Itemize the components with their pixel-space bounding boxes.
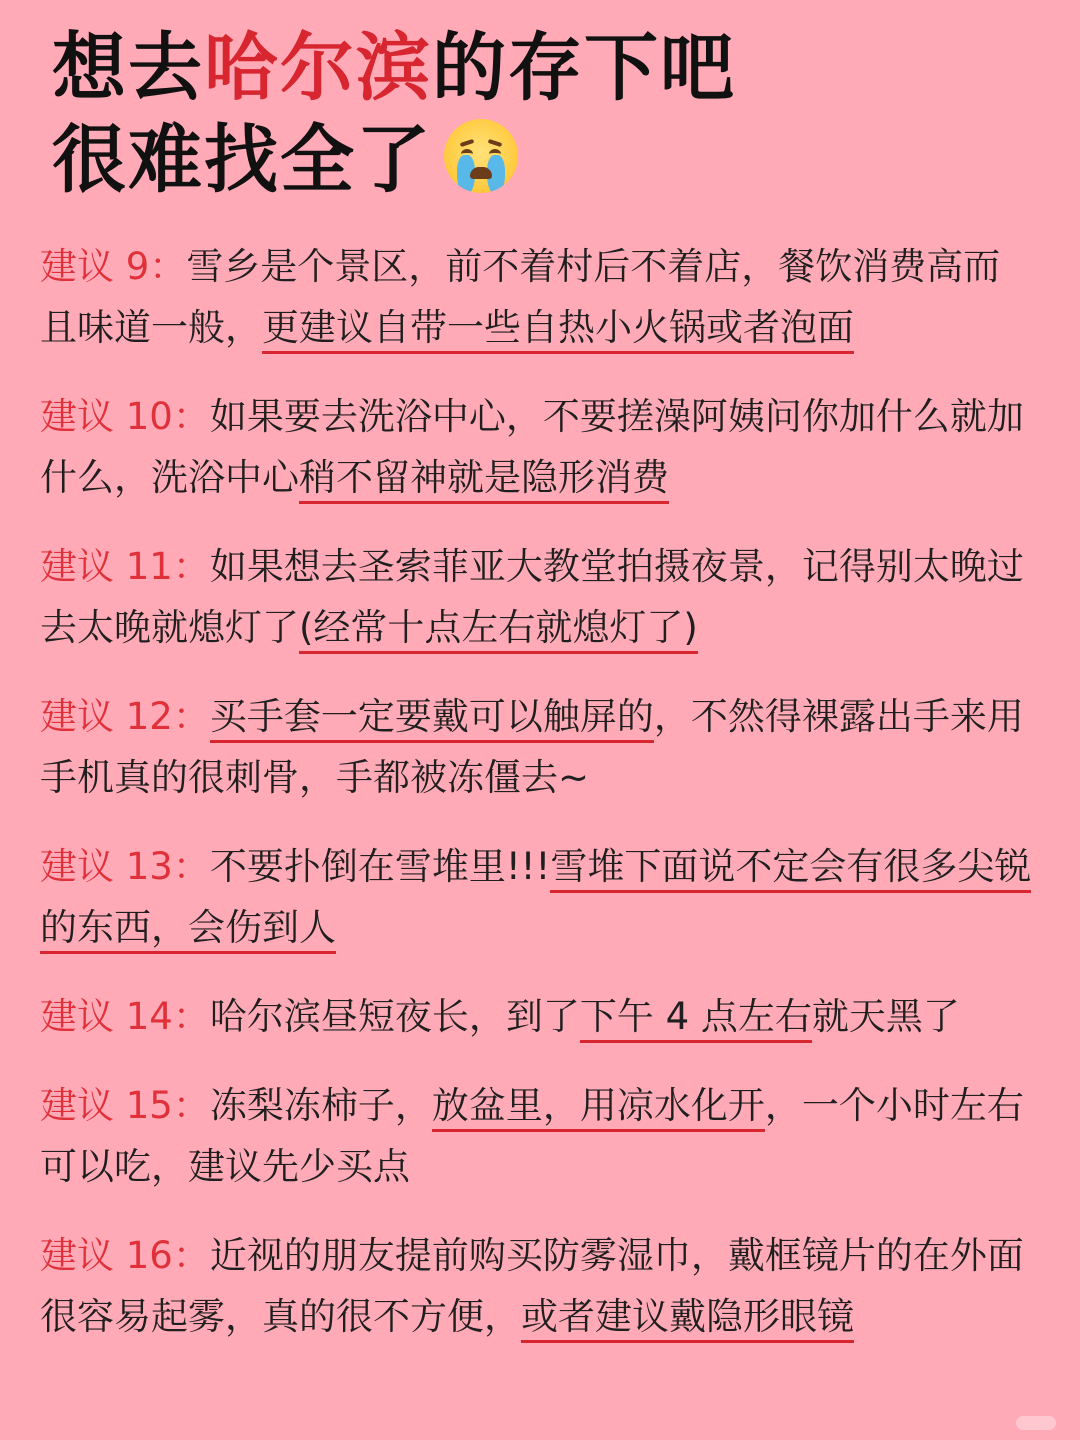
tip-10 [40,386,1035,508]
tip-text: 冻梨冻柿子， [209,1084,432,1127]
tip-underlined-text: 或者建议戴隐形眼镜 [521,1295,854,1343]
tip-label: 建议 15： [40,1084,210,1127]
tip-text: 如果要去洗浴中心，不要搓澡阿姨问你加什么就加什么，洗浴中心 [40,395,1024,499]
tip-underlined-text: 更建议自带一些自热小火锅或者泡面 [262,306,854,354]
title-line1-post: 的存下吧 [432,25,736,111]
tip-14 [40,986,1035,1047]
tips-list [40,236,1035,1375]
tip-15 [40,1075,1035,1197]
tip-label: 建议 16： [40,1234,210,1277]
tip-9 [40,236,1035,358]
tip-16 [40,1225,1035,1347]
title-highlight: 哈尔滨 [204,25,432,111]
tip-underlined-text: 买手套一定要戴可以触屏的 [210,695,654,743]
tip-label: 建议 9： [40,245,187,288]
loudly-crying-face-icon [444,119,518,193]
tip-label: 建议 10： [40,395,210,438]
tip-text-post: ，一个小时左右可以吃，建议先少买点 [40,1084,1024,1188]
tip-label: 建议 11： [40,545,210,588]
title-line1-pre: 想去 [52,25,204,111]
tip-text-post: 就天黑了 [811,995,960,1038]
title-line2: 很难找全了 [52,117,432,203]
tip-label: 建议 14： [40,995,210,1038]
watermark [1016,1416,1056,1430]
tip-underlined-text: 雪堆下面说不定会有很多尖锐的东西，会伤到人 [40,845,1031,954]
page-title [52,22,736,206]
tip-text: 雪乡是个景区，前不着村后不着店，餐饮消费高而且味道一般， [40,245,1001,349]
tip-text: 不要扑倒在雪堆里!!! [209,845,551,888]
tip-underlined-text: (经常十点左右就熄灯了) [299,606,698,654]
tip-12 [40,686,1035,808]
tip-label: 建议 12： [40,695,210,738]
tip-text: 哈尔滨昼短夜长，到了 [209,995,580,1038]
tip-text-post: ，不然得裸露出手来用手机真的很刺骨，手都被冻僵去~ [40,695,1024,799]
tip-label: 建议 13： [40,845,210,888]
tip-underlined-text: 下午 4 点左右 [580,995,812,1043]
tip-text: 近视的朋友提前购买防雾湿巾，戴框镜片的在外面很容易起雾，真的很不方便， [40,1234,1024,1338]
tip-underlined-text: 放盆里，用凉水化开 [432,1084,765,1132]
tip-13 [40,836,1035,958]
tip-text: 如果想去圣索菲亚大教堂拍摄夜景，记得别太晚过去太晚就熄灯了 [40,545,1024,649]
tip-underlined-text: 稍不留神就是隐形消费 [299,456,669,504]
tip-11 [40,536,1035,658]
